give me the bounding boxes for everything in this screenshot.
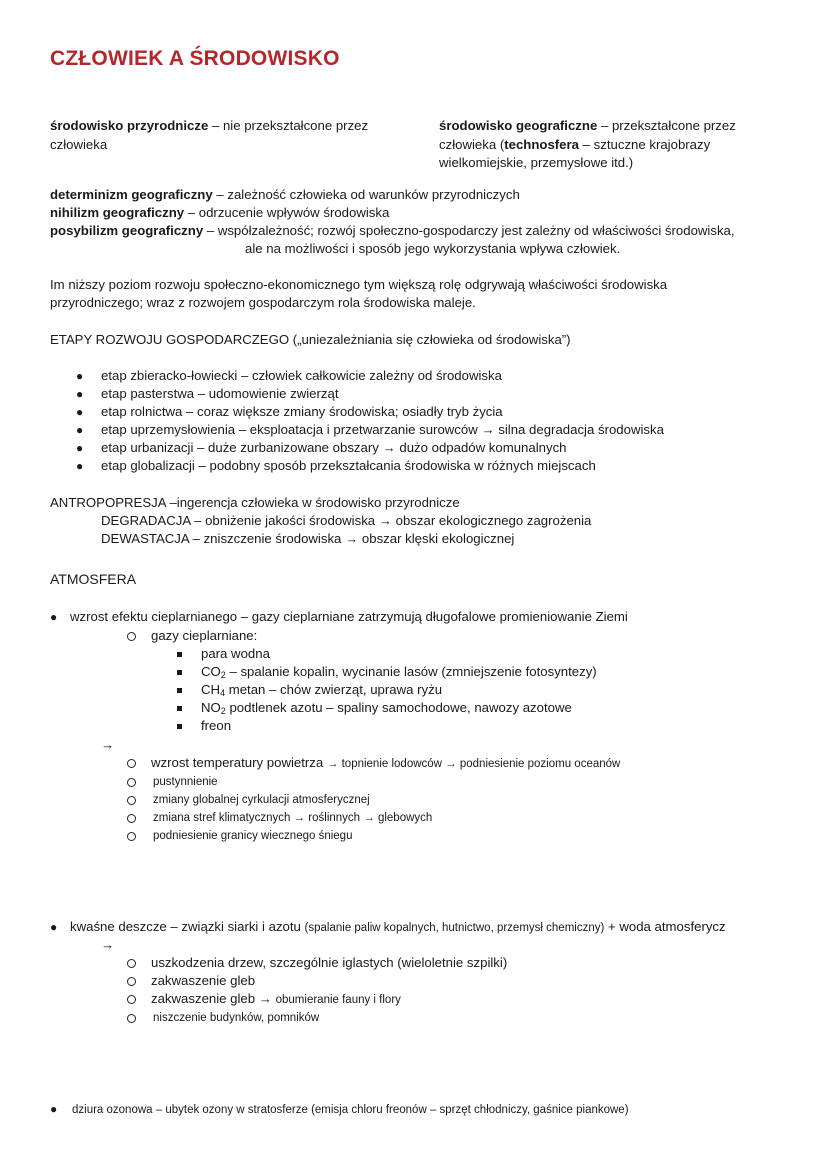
bullet-icon: ● (76, 441, 84, 455)
effect-temperature-main: wzrost temperatury powietrza (151, 755, 327, 770)
natural-environment-term: środowisko przyrodnicze (50, 118, 209, 133)
gas-co2-subscript: 2 (220, 670, 226, 680)
gas-co2 (201, 663, 597, 682)
effect-climate-zones: zmiana stref klimatycznych → roślinnych → glebowych (153, 812, 433, 824)
acid-rain-line (70, 918, 726, 938)
square-bullet-icon (177, 670, 182, 675)
acid-effect-soil: zakwaszenie gleb (151, 973, 256, 988)
gas-co2-desc: – spalanie kopalin, wycinanie lasów (zmniejszenie fotosyntezy) (225, 664, 597, 679)
circle-bullet-icon (127, 959, 136, 968)
arrow-icon: → (101, 737, 115, 752)
effect-temperature-consequence: → topnienie lodowców → podniesienie poziomu oceanów (326, 758, 621, 770)
bullet-icon: ● (50, 920, 58, 934)
geographic-environment-def-2c: – sztuczne krajobrazy (579, 136, 711, 152)
circle-bullet-icon (127, 778, 136, 787)
paragraph-line-2: przyrodniczego; wraz z rozwojem gospodarczym rola środowiska maleje. (50, 295, 476, 310)
nihilism-def: – odrzucenie wpływów środowiska (184, 205, 390, 220)
stage-item: etap globalizacji – podobny sposób przekształcania środowiska w różnych miejscach (101, 458, 596, 473)
effect-temperature (151, 754, 620, 774)
acid-effect-fauna: obumieranie fauny i flory (275, 994, 401, 1006)
circle-bullet-icon (127, 759, 136, 768)
acid-effect-trees: uszkodzenia drzew, szczególnie iglastych (wieloletnie szpilki) (151, 955, 508, 970)
paragraph-line-1: Im niższy poziom rozwoju społeczno-ekonomicznego tym większą rolę odgrywają właściwości środowiska (50, 277, 668, 292)
technosfera-term: technosfera (504, 136, 579, 152)
circle-bullet-icon (127, 977, 136, 986)
nihilism-term: nihilizm geograficzny (50, 205, 185, 220)
gas-freon: freon (201, 718, 232, 733)
acid-effect-soil-main: zakwaszenie gleb → (151, 991, 276, 1006)
square-bullet-icon (177, 652, 182, 657)
determinism-term: determinizm geograficzny (50, 187, 213, 202)
gas-no2-formula: NO (201, 700, 221, 715)
stages-heading: ETAPY ROZWOJU GOSPODARCZEGO („uniezależniania się człowieka od środowiska”) (50, 332, 571, 347)
arrow-icon: → (101, 937, 115, 952)
gas-no2-desc: podtlenek azotu – spaliny samochodowe, nawozy azotowe (225, 700, 572, 715)
stage-item: etap uprzemysłowienia – eksploatacja i przetwarzanie surowców → silna degradacja środowiska (101, 422, 664, 437)
bullet-icon: ● (50, 1102, 58, 1116)
nihilism-line (50, 204, 389, 223)
gas-water-vapor: para wodna (201, 646, 270, 661)
gas-ch4-subscript: 4 (220, 688, 226, 698)
devastation-line: DEWASTACJA – zniszczenie środowiska → obszar klęski ekologicznej (101, 531, 515, 546)
possibilism-def-1: – współzależność; rozwój społeczno-gospodarczy jest zależny od właściwości środowiska, (203, 223, 735, 238)
natural-environment-definition (50, 117, 410, 154)
stage-item: etap rolnictwa – coraz większe zmiany środowiska; osiadły tryb życia (101, 404, 503, 419)
circle-bullet-icon (127, 796, 136, 805)
geographic-environment-definition (439, 117, 799, 173)
determinism-line (50, 186, 520, 205)
gas-ch4-desc: metan – chów zwierząt, uprawa ryżu (225, 682, 443, 697)
effect-circulation: zmiany globalnej cyrkulacji atmosferycznej (153, 794, 370, 806)
page-title: CZŁOWIEK A ŚRODOWISKO (50, 47, 340, 70)
gas-ch4 (201, 681, 442, 700)
natural-environment-def-2: człowieka (50, 136, 108, 152)
square-bullet-icon (177, 724, 182, 729)
greenhouse-effect-line: wzrost efektu cieplarnianego – gazy cieplarniane zatrzymują długofalowe promieniowanie Ziemi (70, 609, 628, 624)
geographic-environment-def-1: – przekształcone przez (597, 118, 736, 133)
geographic-environment-term: środowisko geograficzne (439, 118, 598, 133)
circle-bullet-icon (127, 632, 136, 641)
acid-effect-buildings: niszczenie budynków, pomników (153, 1012, 320, 1024)
gas-co2-formula: CO (201, 664, 221, 679)
acid-rain-main: kwaśne deszcze – związki siarki i azotu (70, 919, 305, 934)
bullet-icon: ● (76, 387, 84, 401)
circle-bullet-icon (127, 832, 136, 841)
geographic-environment-def-2a: człowieka ( (439, 136, 505, 152)
bullet-icon: ● (76, 369, 84, 383)
atmosphere-heading: ATMOSFERA (50, 571, 137, 587)
ozone-hole-line: dziura ozonowa – ubytek ozony w stratosferze (emisja chloru freonów – sprzęt chłodniczy, gaśnice piankowe) (72, 1104, 629, 1116)
possibilism-def-2: ale na możliwości i sposób jego wykorzystania wpływa człowiek. (245, 241, 621, 256)
degradation-line: DEGRADACJA – obniżenie jakości środowiska → obszar ekologicznego zagrożenia (101, 513, 592, 528)
stage-item: etap pasterstwa – udomowienie zwierząt (101, 386, 339, 401)
effect-desertification: pustynnienie (153, 776, 218, 788)
bullet-icon: ● (76, 405, 84, 419)
gas-no2-subscript: 2 (220, 706, 226, 716)
circle-bullet-icon (127, 1014, 136, 1023)
bullet-icon: ● (76, 423, 84, 437)
circle-bullet-icon (127, 814, 136, 823)
stage-item: etap zbieracko-łowiecki – człowiek całkowicie zależny od środowiska (101, 368, 502, 383)
natural-environment-def-1: – nie przekształcone przez (208, 118, 369, 133)
greenhouse-gases-label: gazy cieplarniane: (151, 628, 258, 643)
bullet-icon: ● (76, 459, 84, 473)
circle-bullet-icon (127, 995, 136, 1004)
gas-ch4-formula: CH (201, 682, 221, 697)
bullet-icon: ● (50, 610, 58, 624)
square-bullet-icon (177, 706, 182, 711)
acid-rain-sources: (spalanie paliw kopalnych, hutnictwo, przemysł chemiczny) (304, 922, 605, 934)
acid-rain-water: + woda atmosferycz (604, 919, 726, 934)
gas-no2 (201, 699, 572, 718)
anthropopressure-line: ANTROPOPRESJA –ingerencja człowieka w środowisko przyrodnicze (50, 495, 460, 510)
possibilism-line (50, 222, 735, 241)
determinism-def: – zależność człowieka od warunków przyrodniczych (212, 187, 520, 202)
possibilism-term: posybilizm geograficzny (50, 223, 204, 238)
geographic-environment-def-3: wielkomiejskie, przemysłowe itd.) (439, 155, 634, 170)
square-bullet-icon (177, 688, 182, 693)
acid-effect-soil-fauna (151, 990, 401, 1010)
effect-snow-line: podniesienie granicy wiecznego śniegu (153, 830, 353, 842)
stage-item: etap urbanizacji – duże zurbanizowane obszary → dużo odpadów komunalnych (101, 440, 567, 455)
